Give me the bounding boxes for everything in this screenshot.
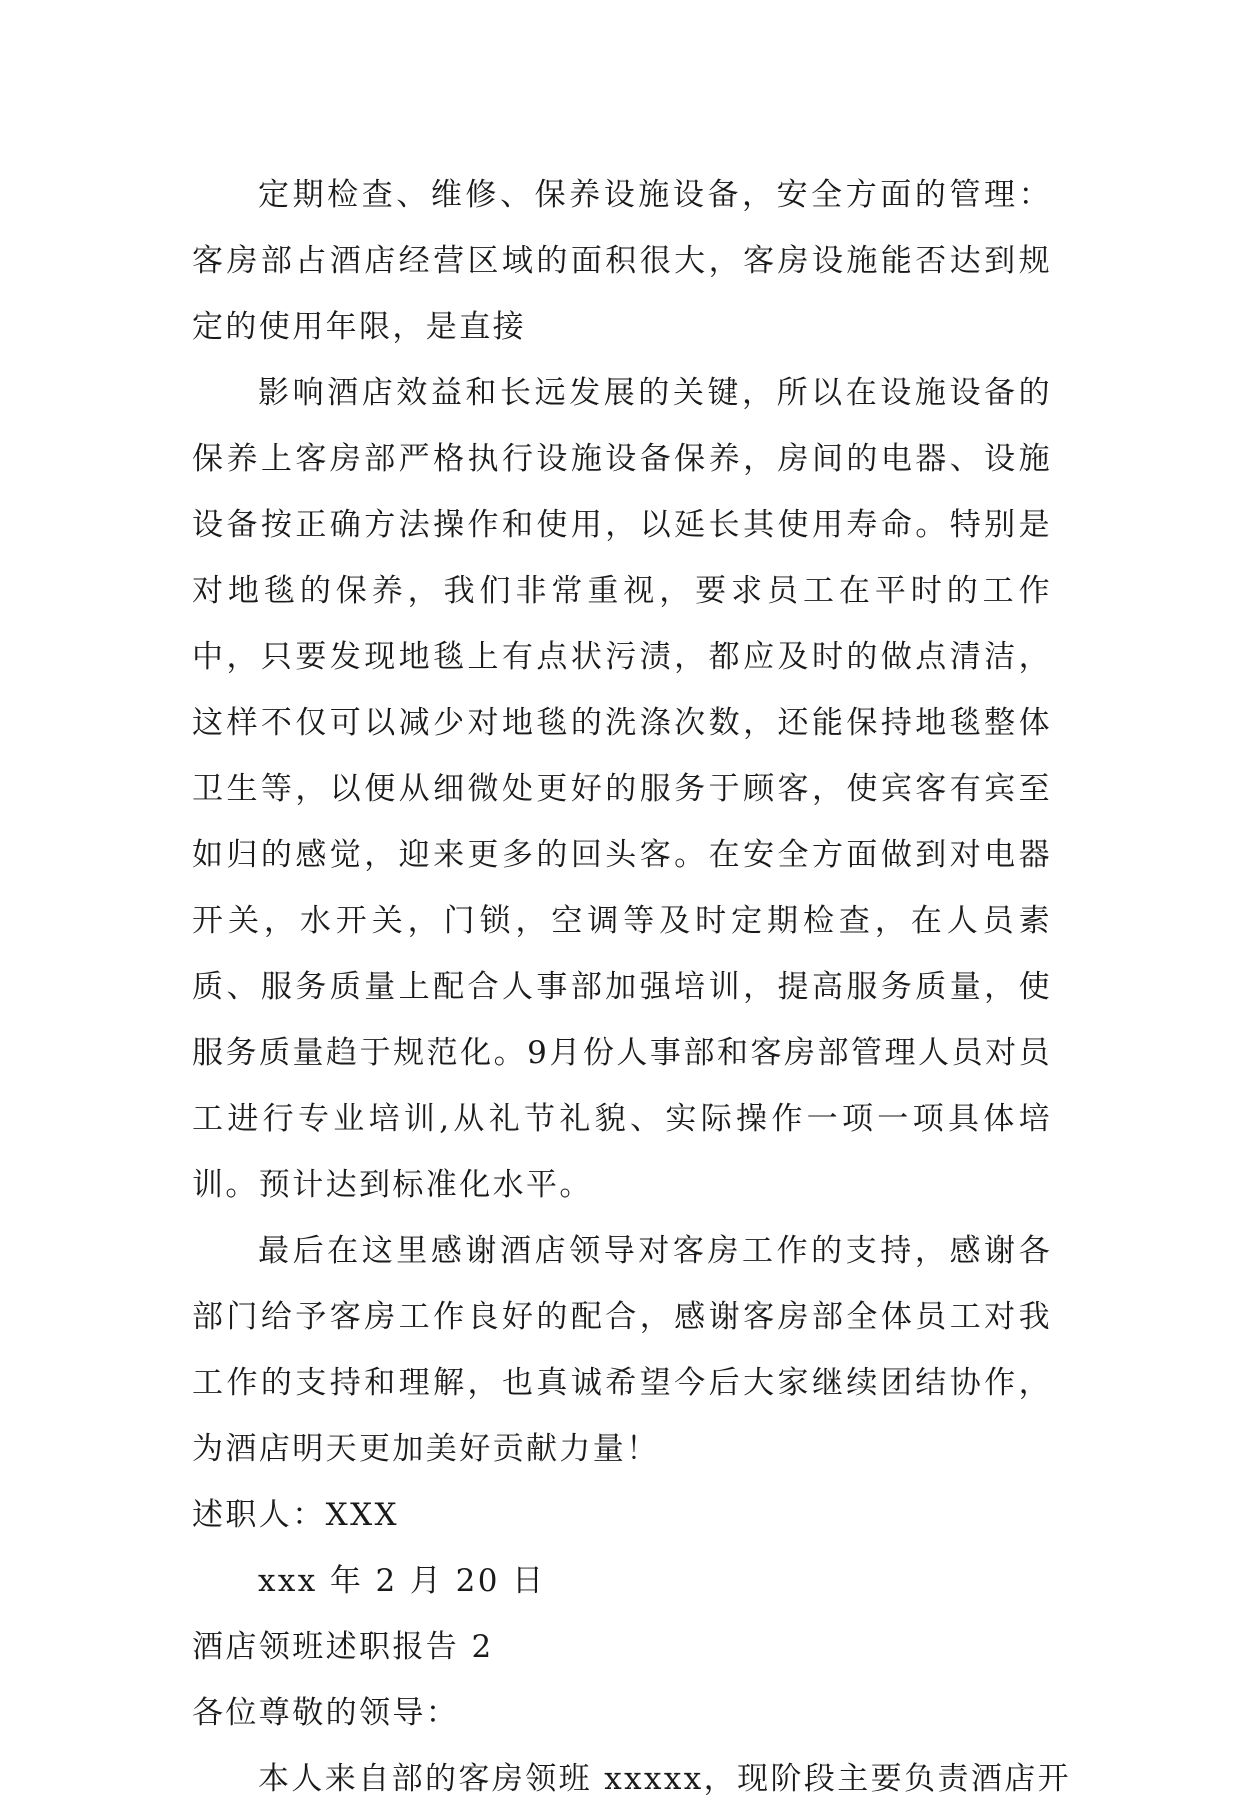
paragraph-carpet-safety: 影响酒店效益和长远发展的关键，所以在设施设备的保养上客房部严格执行设施设备保养，房间的电器、设施设备按正确方法操作和使用，以延长其使用寿命。特别是对地毯的保养，我们非常重视，要求员工在平时的工作中，只要发现地毯上有点状污渍，都应及时的做点清洁，这样不仅可以减少对地毯的洗涤次数，还能保持地毯整体卫生等，以便从细微处更好的服务于顾客，使宾客有宾至如归的感觉，迎来更多的回头客。在安全方面做到对电器开关，水开关，门锁，空调等及时定期检查，在人员素质、服务质量上配合人事部加强培训，提高服务质量，使服务质量趋于规范化。9月份人事部和客房部管理人员对员工进行专业培训,从礼节礼貌、实际操作一项一项具体培训。预计达到标准化水平。	[192, 375, 1052, 1203]
opening-line: 本人来自部的客房领班 xxxxx，现阶段主要负责酒店开	[258, 1761, 1072, 1797]
salutation: 各位尊敬的领导：	[192, 1695, 460, 1731]
signer-line: 述职人：XXX	[192, 1497, 400, 1533]
report-title: 酒店领班述职报告 2	[192, 1629, 494, 1665]
document-body	[192, 162, 1072, 1812]
date-line: xxx 年 2 月 20 日	[258, 1563, 546, 1599]
paragraph-maintenance: 定期检查、维修、保养设施设备，安全方面的管理：客房部占酒店经营区域的面积很大，客房设施能否达到规定的使用年限，是直接	[192, 177, 1052, 345]
paragraph-thanks: 最后在这里感谢酒店领导对客房工作的支持，感谢各部门给予客房工作良好的配合，感谢客房部全体员工对我工作的支持和理解，也真诚希望今后大家继续团结协作，为酒店明天更加美好贡献力量！	[192, 1233, 1052, 1467]
